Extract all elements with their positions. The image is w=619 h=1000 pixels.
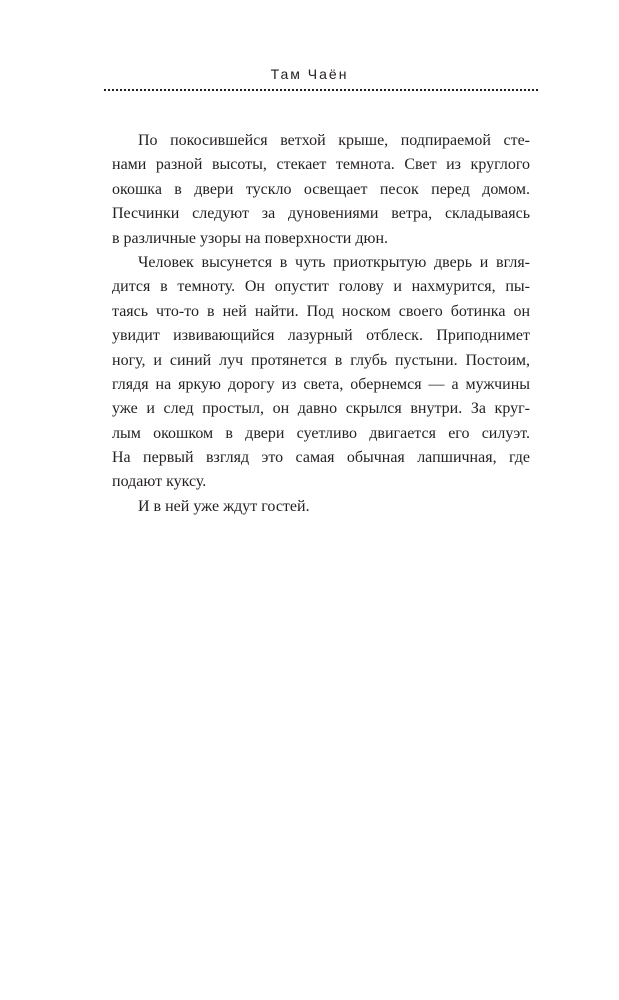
text-line: лым окошком в двери суетливо двигается его силуэт. — [112, 424, 530, 442]
text-line: Песчинки следуют за дуновениями ветра, складываясь — [112, 205, 530, 223]
text-line: увидит извивающийся лазурный отблеск. Приподнимет — [112, 327, 530, 345]
text-line: окошка в двери тускло освещает песок перед домом. — [112, 180, 530, 198]
dotted-divider — [104, 89, 538, 91]
paragraph — [112, 495, 530, 519]
text-line: таясь что-то в ней найти. Под носком своего ботинка он — [112, 302, 530, 320]
text-line: нами разной высоты, стекает темнота. Свет из круглого — [112, 156, 530, 174]
text-line: ногу, и синий луч протянется в глубь пустыни. Постоим, — [112, 351, 530, 369]
text-line: Человек высунется в чуть приоткрытую дверь и вгля- — [138, 253, 530, 271]
text-line: На первый взгляд это самая обычная лапшичная, где — [112, 449, 530, 467]
text-line: По покосившейся ветхой крыше, подпираемой сте- — [138, 132, 530, 149]
text-line: дится в темноту. Он опустит голову и нахмурится, пы- — [112, 278, 530, 296]
running-head: Там Чаён — [270, 66, 349, 82]
text-line: уже и след простыл, он давно скрылся внутри. За круг- — [112, 400, 530, 418]
text-line: И в ней уже ждут гостей. — [138, 497, 310, 515]
text-line: подают куксу. — [112, 473, 207, 491]
paragraph — [112, 251, 530, 495]
text-line: в различные узоры на поверхности дюн. — [112, 229, 389, 247]
paragraph — [112, 129, 530, 251]
body-text — [112, 129, 530, 519]
text-line: глядя на яркую дорогу из света, обернемся — а мужчины — [112, 375, 530, 393]
